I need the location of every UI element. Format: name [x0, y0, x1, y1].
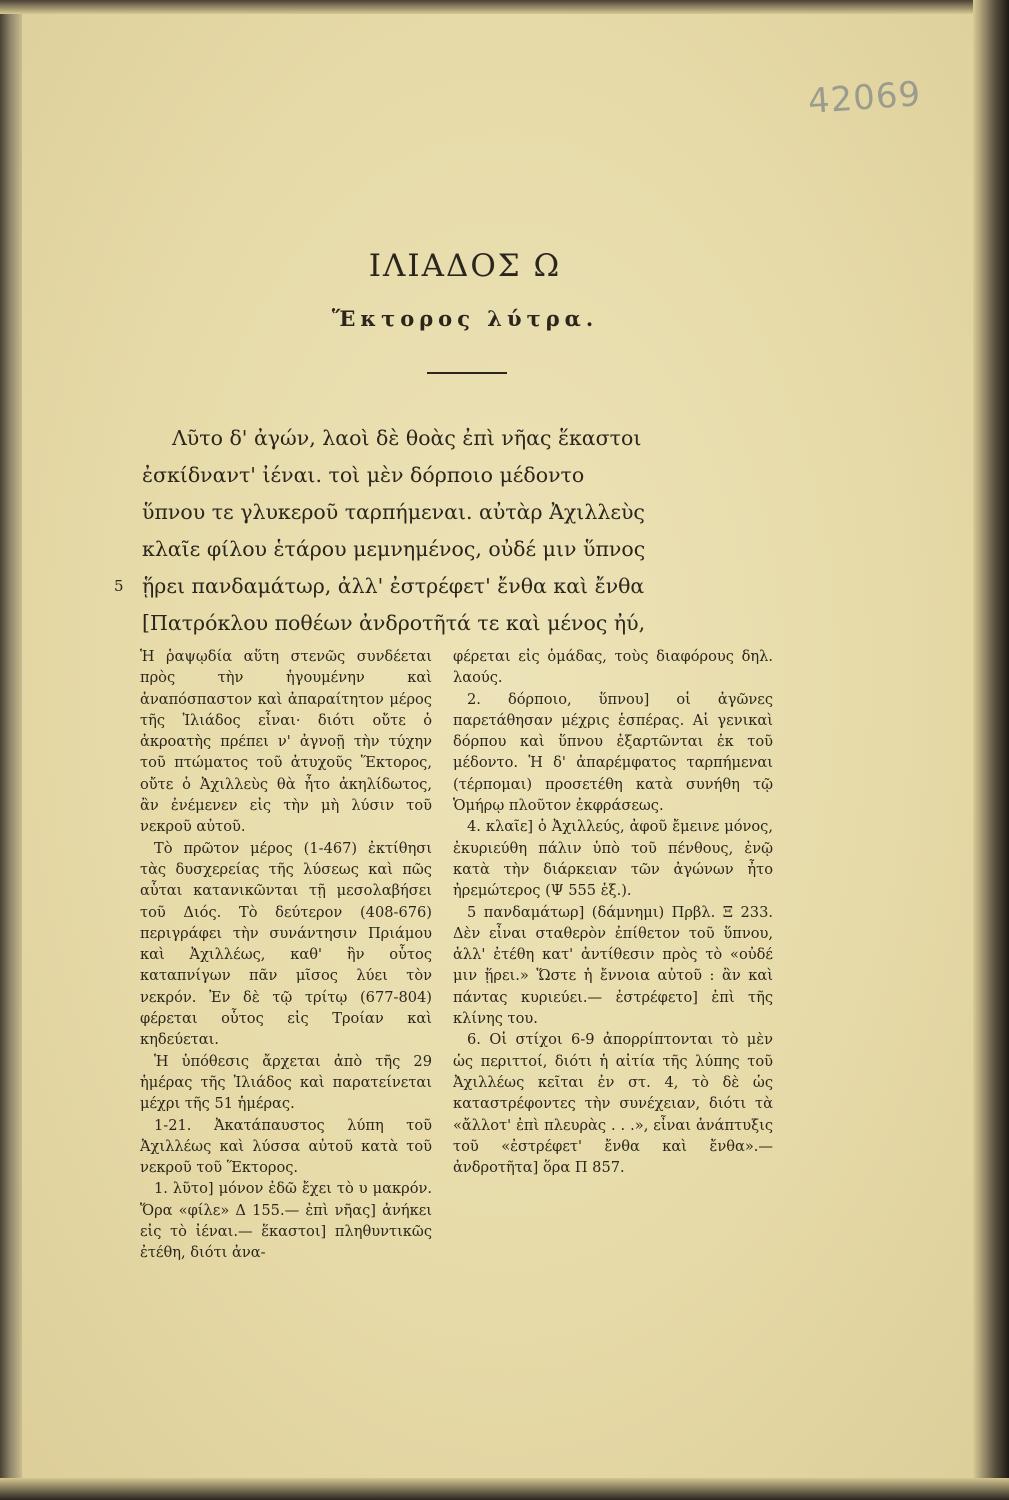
verse-text: Λῦτο δ' ἀγών, λαοὶ δὲ θοὰς ἐπὶ νῆας ἕκαστοι — [172, 426, 642, 450]
title-divider — [427, 372, 507, 374]
commentary-paragraph: φέρεται εἰς ὁμάδας, τοὺς διαφόρους δηλ. λαούς. — [453, 648, 773, 687]
verse-number: 5 — [114, 577, 124, 595]
commentary-paragraph: 2. δόρποιο, ὕπνου] οἱ ἀγῶνες παρετάθησαν μέχρις ἑσπέρας. Αἱ γενικαὶ δόρπου καὶ ὕπνου ἐξαρτῶνται ἐκ τοῦ μέδοντο. Ἡ δ' ἀπαρέμφατος ταρπήμεναι (τέρπομαι) προσετέθη κατὰ συνήθη τῷ Ὁμήρῳ πλοῦτον ἐκφράσεως. — [453, 690, 773, 815]
verse-line — [80, 420, 800, 457]
top-page-edge — [0, 0, 1009, 14]
commentary-paragraph: 1. λῦτο] μόνον ἐδῶ ἔχει τὸ υ μακρόν. Ὅρα «φίλε» Δ 155.— ἐπὶ νῆας] ἀνήκει εἰς τὸ ἰέναι.— ἕκαστοι] πληθυντικῶς ἐτέθη, διότι ἀνα- — [140, 1180, 432, 1262]
commentary-paragraph: 1-21. Ἀκατάπαυστος λύπη τοῦ Ἀχιλλέως καὶ λύσσα αὐτοῦ κατὰ τοῦ νεκροῦ τοῦ Ἕκτορος. — [140, 1116, 432, 1177]
verse-line — [80, 568, 800, 605]
verse-block — [80, 420, 800, 642]
bottom-page-edge — [0, 1478, 1009, 1500]
verse-line — [80, 457, 800, 494]
verse-text: [Πατρόκλου ποθέων ἀνδροτῆτά τε καὶ μένος ἠύ, — [142, 611, 646, 635]
verse-text: ἐσκίδναντ' ἰέναι. τοὶ μὲν δόρποιο μέδοντο — [142, 463, 585, 487]
page-title: ΙΛΙΑΔΟΣ Ω — [368, 248, 562, 284]
verse-text: ὕπνου τε γλυκεροῦ ταρπήμεναι. αὐτὰρ Ἀχιλλεὺς — [142, 500, 645, 524]
commentary-left-column — [140, 646, 432, 1264]
commentary-paragraph: Τὸ πρῶτον μέρος (1-467) ἐκτίθησι τὰς δυσχερείας τῆς λύσεως καὶ πῶς αὗται κατανικῶνται τῇ μεσολαβήσει τοῦ Διός. Τὸ δεύτερον (408-676) περιγράφει τὴν συνάντησιν Πριάμου καὶ Ἀχιλλέως, καθ' ἣν οὗτος καταπνίγων πᾶν μῖσος λύει τὸν νεκρόν. Ἐν δὲ τῷ τρίτῳ (677-804) φέρεται οὗτος εἰς Τροίαν καὶ κηδεύεται. — [140, 839, 432, 1049]
verse-line — [80, 494, 800, 531]
binding-edge — [0, 0, 22, 1500]
commentary-right-column — [453, 646, 773, 1178]
commentary-paragraph: 5 πανδαμάτωρ] (δάμνημι) Πρβλ. Ξ 233. Δὲν εἶναι σταθερὸν ἐπίθετον τοῦ ὕπνου, ἀλλ' ἐτέθη κατ' ἀντίθεσιν πρὸς τὸ «οὐδέ μιν ᾕρει.» Ὥστε ἡ ἔννοια αὐτοῦ : ἂν καὶ πάντας κυριεύει.— ἐστρέφετο] ἐπὶ τῆς κλίνης του. — [453, 903, 773, 1028]
commentary-paragraph: 4. κλαῖε] ὁ Ἀχιλλεύς, ἀφοῦ ἔμεινε μόνος, ἐκυριεύθη πάλιν ὑπὸ τοῦ πένθους, ἐνῷ κατὰ τὴν διάρκειαν τῶν ἀγώνων ἦτο ἠρεμώτερος (Ψ 555 ἑξ.). — [453, 818, 773, 900]
commentary-paragraph: Ἡ ὑπόθεσις ἄρχεται ἀπὸ τῆς 29 ἡμέρας τῆς Ἰλιάδος καὶ παρατείνεται μέχρι τῆς 51 ἡμέρας. — [140, 1052, 432, 1113]
right-page-edge — [973, 0, 1009, 1500]
catalog-number: 42069 — [806, 74, 923, 122]
verse-line — [80, 531, 800, 568]
page-subtitle: Ἕκτορος λύτρα. — [331, 306, 599, 331]
commentary-paragraph: 6. Οἱ στίχοι 6-9 ἀπορρίπτονται τὸ μὲν ὡς περιττοί, διότι ἡ αἰτία τῆς λύπης τοῦ Ἀχιλλέως κεῖται ἐν στ. 4, τὸ δὲ ὡς καταστρέφοντες τὴν συνέχειαν, διότι τὰ «ἄλλοτ' ἐπὶ πλευρὰς . . .», εἶναι ἀνάπτυξις τοῦ «ἐστρέφετ' ἔνθα καὶ ἔνθα».— ἀνδροτῆτα] ὅρα Π 857. — [453, 1031, 773, 1177]
verse-line — [80, 605, 800, 642]
verse-text: ᾕρει πανδαμάτωρ, ἀλλ' ἐστρέφετ' ἔνθα καὶ ἔνθα — [142, 574, 645, 598]
verse-text: κλαῖε φίλου ἑτάρου μεμνημένος, οὐδέ μιν ὕπνος — [142, 537, 646, 561]
commentary-paragraph: Ἡ ῥαψῳδία αὕτη στενῶς συνδέεται πρὸς τὴν ἡγουμένην καὶ ἀναπόσπαστον καὶ ἀπαραίτητον μέρος τῆς Ἰλιάδος εἶναι· διότι οὔτε ὁ ἀκροατὴς πρέπει ν' ἀγνοῇ τὴν τύχην τοῦ πτώματος τοῦ ἀτυχοῦς Ἕκτορος, οὔτε ὁ Ἀχιλλεὺς θὰ ἦτο ἀκηλίδωτος, ἂν ἐνέμενεν εἰς τὴν μὴ λύσιν τοῦ νεκροῦ αὐτοῦ. — [140, 648, 432, 836]
